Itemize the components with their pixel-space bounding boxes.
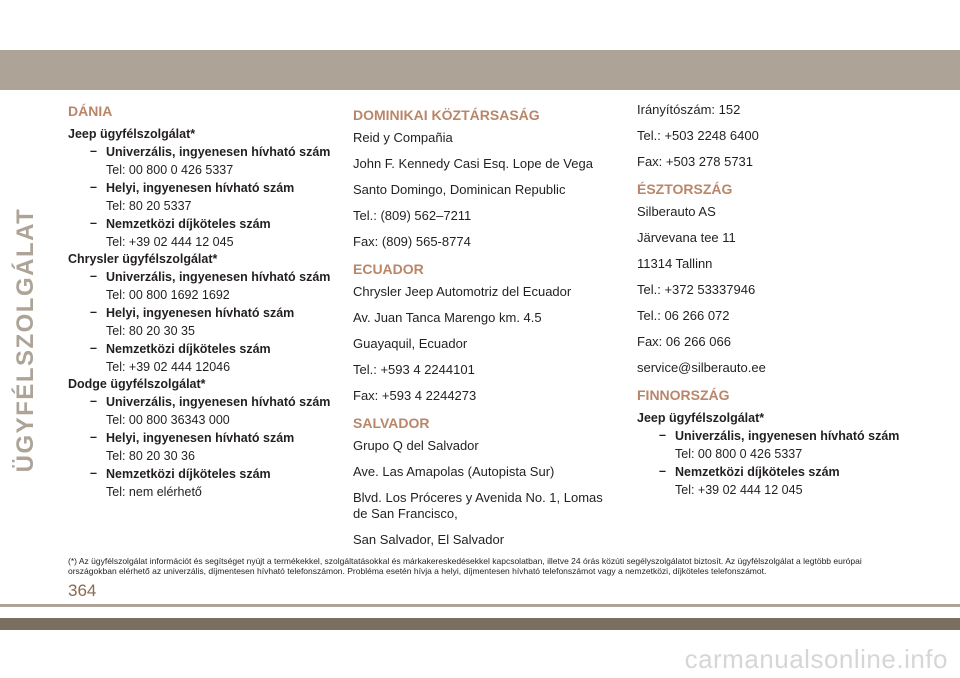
group-title: Jeep ügyfélszolgálat*	[637, 411, 765, 425]
contact-value: Tel: 80 20 30 36	[106, 449, 195, 463]
dash-bullet: –	[90, 305, 97, 319]
phone-line: Tel.: (809) 562–7211	[353, 208, 472, 223]
address-line: Grupo Q del Salvador	[353, 438, 479, 453]
contact-item	[68, 143, 334, 179]
contact-item	[68, 215, 334, 251]
address-line: Blvd. Los Próceres y Avenida No. 1, Lomas de San Francisco,	[353, 490, 603, 521]
contact-label: Univerzális, ingyenesen hívható szám	[675, 429, 900, 443]
watermark: carmanualsonline.info	[684, 644, 948, 674]
contact-label: Univerzális, ingyenesen hívható szám	[106, 270, 331, 284]
contact-value: Tel: 00 800 1692 1692	[106, 288, 230, 302]
contact-value: Tel: 00 800 0 426 5337	[106, 163, 234, 177]
contact-label: Helyi, ingyenesen hívható szám	[106, 181, 295, 195]
fax-line: Fax: +593 4 2244273	[353, 388, 477, 403]
dash-bullet: –	[90, 216, 97, 230]
email-line: service@silberauto.ee	[637, 360, 766, 375]
phone-line: Tel.: +593 4 2244101	[353, 362, 475, 377]
address-line: San Salvador, El Salvador	[353, 532, 505, 547]
dash-bullet: –	[90, 341, 97, 355]
contact-value: Tel: +39 02 444 12046	[106, 360, 231, 374]
heading-salvador: SALVADOR	[353, 415, 430, 431]
dash-bullet: –	[90, 180, 97, 194]
column-denmark	[68, 102, 334, 501]
contact-value: Tel: +39 02 444 12 045	[675, 483, 803, 497]
address-line: Järvevana tee 11	[637, 230, 736, 245]
group-dodge-denmark	[68, 376, 334, 501]
postal-code-line: Irányítószám: 152	[637, 102, 741, 117]
contact-label: Nemzetközi díjköteles szám	[106, 217, 271, 231]
dash-bullet: –	[90, 269, 97, 283]
dash-bullet: –	[659, 464, 666, 478]
heading-denmark: DÁNIA	[68, 103, 113, 119]
contact-label: Helyi, ingyenesen hívható szám	[106, 431, 295, 445]
address-line: Reid y Compañia	[353, 130, 453, 145]
contact-item	[68, 429, 334, 465]
contact-item	[637, 463, 907, 499]
contact-label: Nemzetközi díjköteles szám	[675, 465, 840, 479]
header-band	[0, 50, 960, 90]
address-line: John F. Kennedy Casi Esq. Lope de Vega	[353, 156, 593, 171]
footer-rule	[0, 604, 960, 607]
contact-value: Tel: 00 800 0 426 5337	[675, 447, 803, 461]
contact-value: Tel: 80 20 30 35	[106, 324, 195, 338]
phone-line: Tel.: +503 2248 6400	[637, 128, 759, 143]
address-line: Av. Juan Tanca Marengo km. 4.5	[353, 310, 542, 325]
group-title: Dodge ügyfélszolgálat*	[68, 377, 206, 391]
contact-item	[68, 268, 334, 304]
group-title: Jeep ügyfélszolgálat*	[68, 127, 196, 141]
dash-bullet: –	[90, 466, 97, 480]
column-2	[353, 102, 619, 558]
fax-line: Fax: 06 266 066	[637, 334, 731, 349]
address-line: Silberauto AS	[637, 204, 716, 219]
heading-dominican-republic: DOMINIKAI KÖZTÁRSASÁG	[353, 107, 540, 123]
address-line: Ave. Las Amapolas (Autopista Sur)	[353, 464, 555, 479]
footer-band	[0, 618, 960, 630]
contact-label: Nemzetközi díjköteles szám	[106, 342, 271, 356]
footnote: (*) Az ügyfélszolgálat információt és segítséget nyújt a termékekkel, szolgáltatásokkal és márkakereskedésekkel kapcsolatban, illetve 24 órás közúti segélyszolgálatot biztosít. Az ügyfélszolgálat a legtöbb európai országokban elérhető az univerzális, díjmentesen hívható telefonszámon. Probléma esetén hívja a helyi, díjmentesen hívható telefonszámot vagy a nemzetközi, díjköteles telefonszámot.	[68, 556, 862, 576]
dash-bullet: –	[90, 144, 97, 158]
contact-item	[68, 304, 334, 340]
group-title: Chrysler ügyfélszolgálat*	[68, 252, 218, 266]
contact-label: Helyi, ingyenesen hívható szám	[106, 306, 295, 320]
heading-ecuador: ECUADOR	[353, 261, 424, 277]
address-line: Chrysler Jeep Automotriz del Ecuador	[353, 284, 572, 299]
group-jeep-denmark	[68, 126, 334, 251]
heading-estonia: ÉSZTORSZÁG	[637, 181, 733, 197]
contact-value: Tel: +39 02 444 12 045	[106, 235, 234, 249]
contact-value: Tel: 00 800 36343 000	[106, 413, 230, 427]
contact-item	[637, 427, 907, 463]
page-number: 364	[68, 581, 97, 600]
dash-bullet: –	[90, 394, 97, 408]
section-side-title: ÜGYFÉLSZOLGÁLAT	[12, 207, 39, 473]
dash-bullet: –	[90, 430, 97, 444]
contact-label: Univerzális, ingyenesen hívható szám	[106, 395, 331, 409]
address-line: 11314 Tallinn	[637, 256, 713, 271]
column-3	[637, 102, 907, 499]
phone-line: Tel.: 06 266 072	[637, 308, 730, 323]
dash-bullet: –	[659, 428, 666, 442]
contact-label: Nemzetközi díjköteles szám	[106, 467, 271, 481]
contact-label: Univerzális, ingyenesen hívható szám	[106, 145, 331, 159]
fax-line: Fax: +503 278 5731	[637, 154, 754, 169]
fax-line: Fax: (809) 565-8774	[353, 234, 471, 249]
contact-item	[68, 465, 334, 501]
contact-item	[68, 179, 334, 215]
phone-line: Tel.: +372 53337946	[637, 282, 756, 297]
heading-finland: FINNORSZÁG	[637, 387, 730, 403]
group-chrysler-denmark	[68, 251, 334, 376]
contact-value: Tel: 80 20 5337	[106, 199, 192, 213]
address-line: Santo Domingo, Dominican Republic	[353, 182, 566, 197]
address-line: Guayaquil, Ecuador	[353, 336, 468, 351]
contact-item	[68, 340, 334, 376]
contact-value: Tel: nem elérhető	[106, 485, 202, 499]
contact-item	[68, 393, 334, 429]
